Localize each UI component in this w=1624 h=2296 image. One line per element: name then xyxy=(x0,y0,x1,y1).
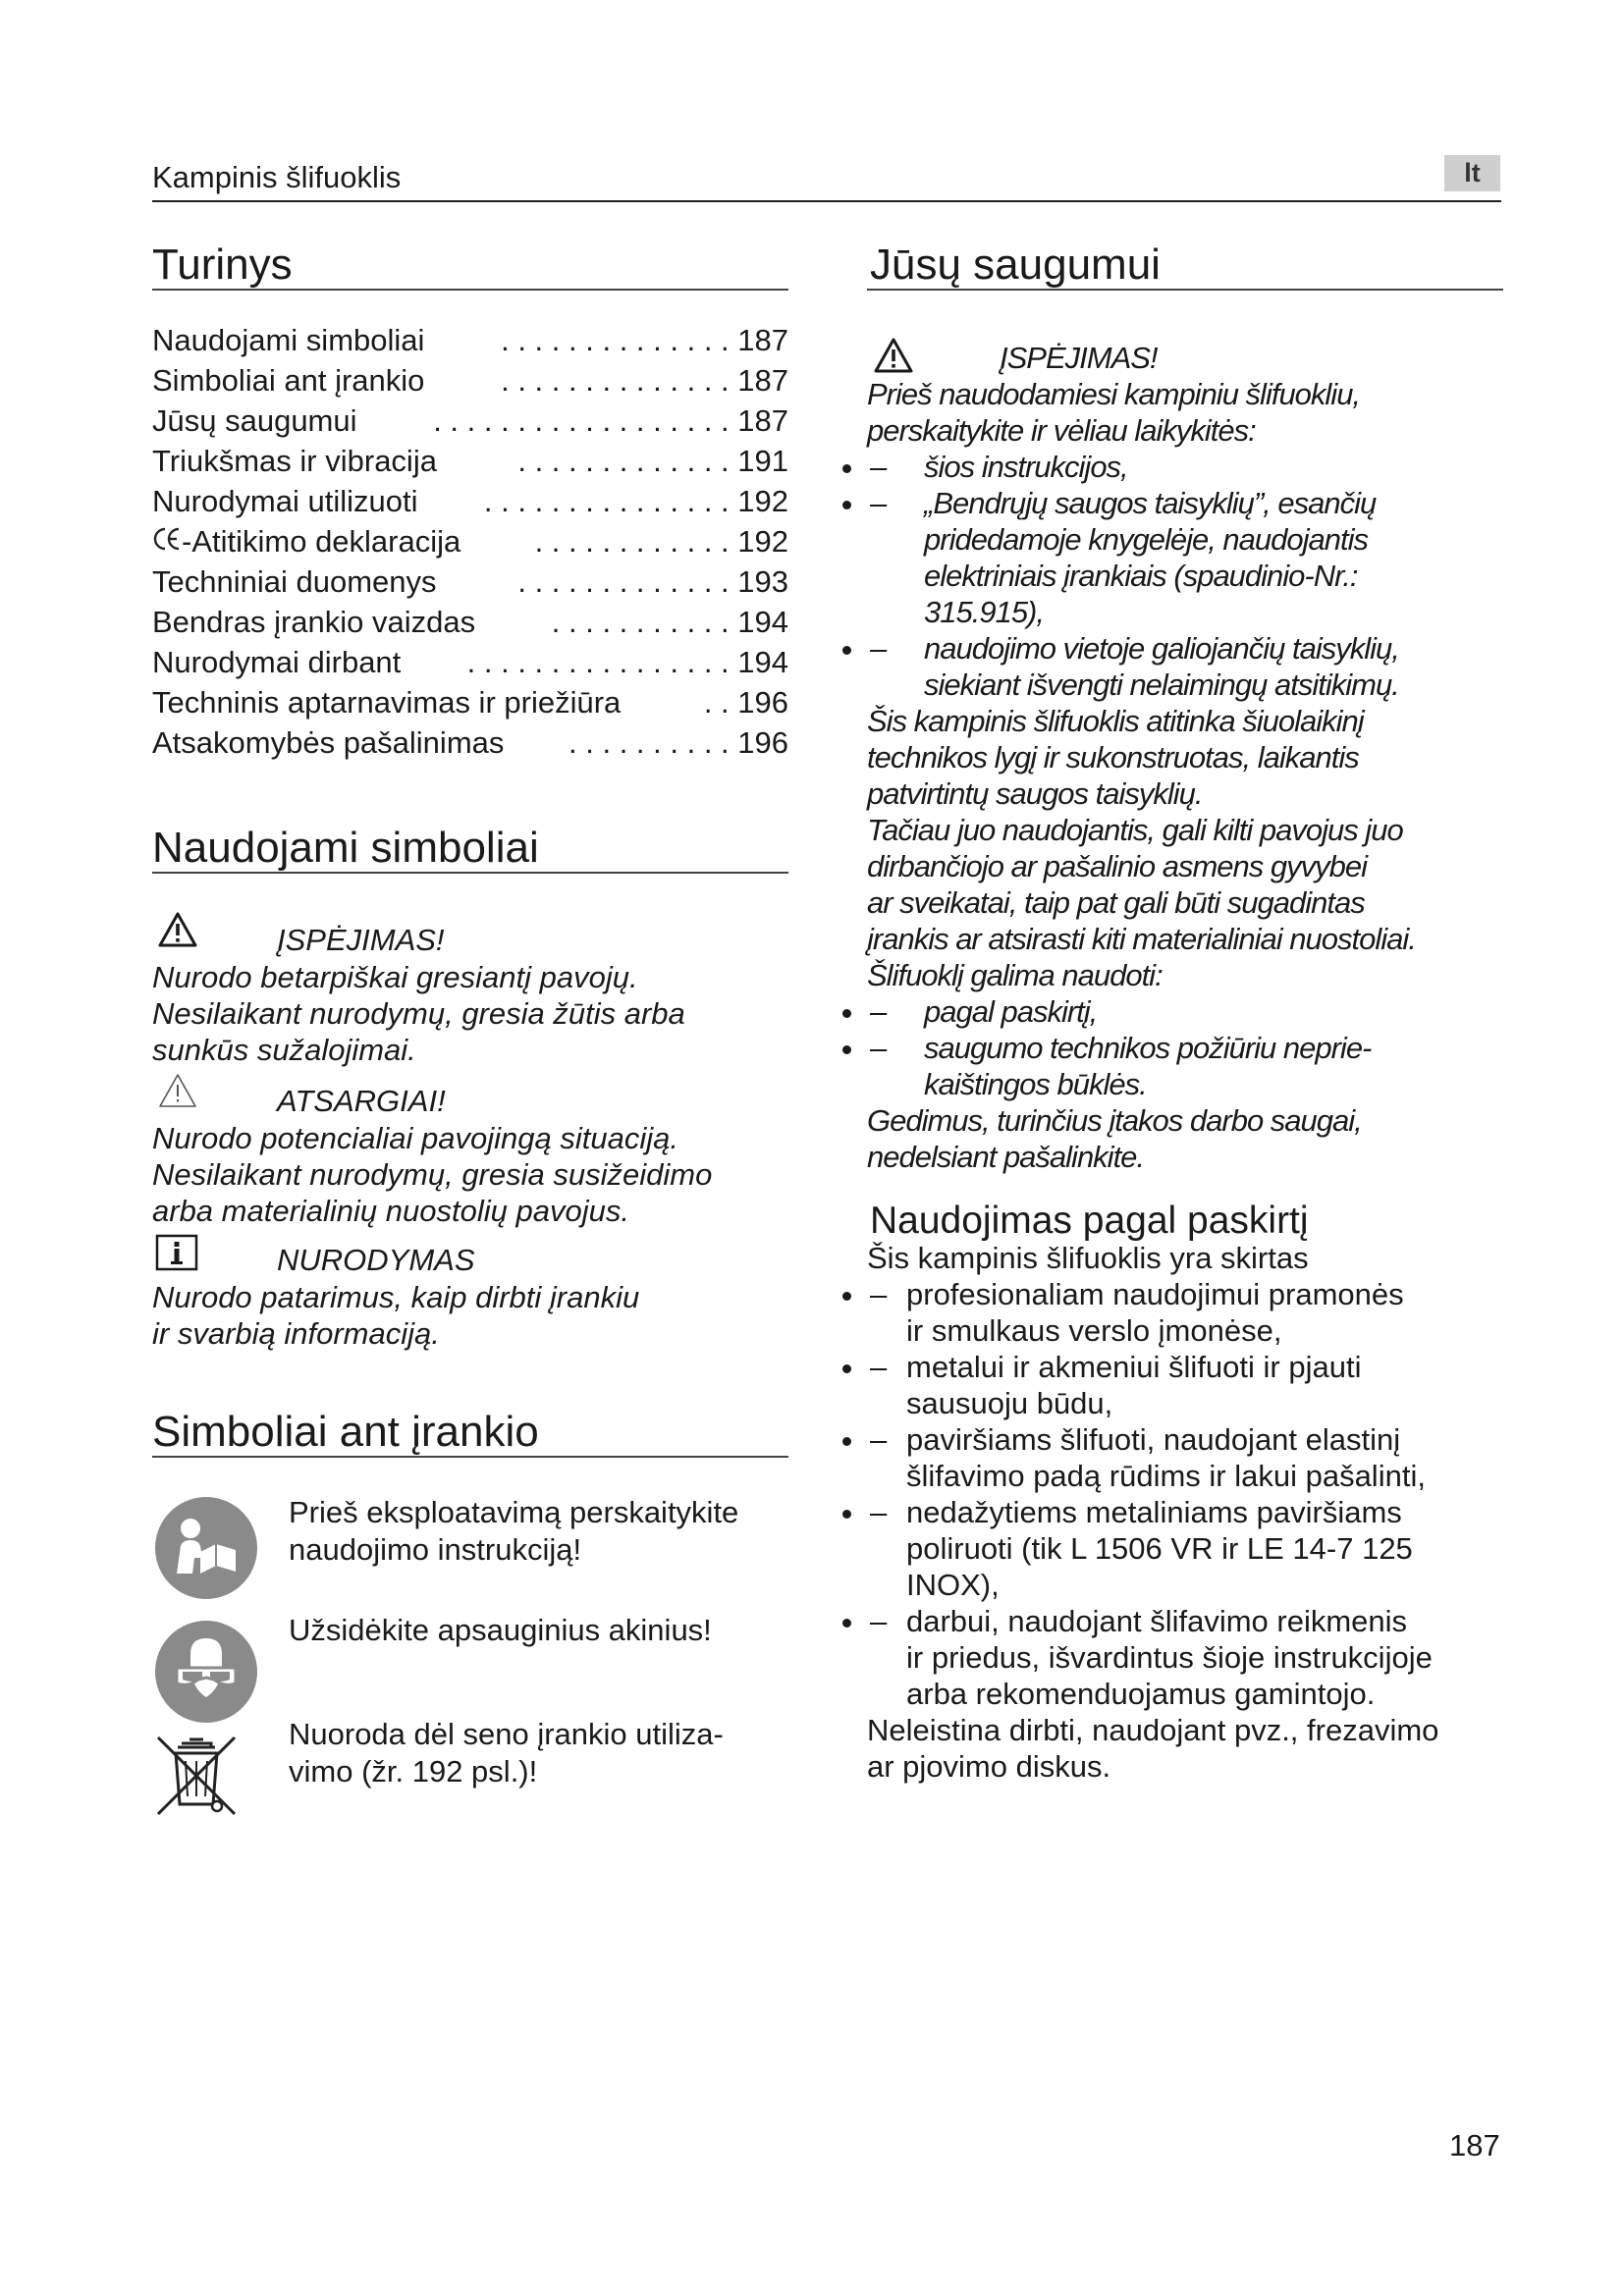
info-icon xyxy=(155,1234,198,1271)
list-item: • – profesionaliam naudojimui pramonės ir smulkaus verslo įmonėse, xyxy=(867,1276,1505,1349)
toc-entry-label: Techninis aptarnavimas ir priežiūra xyxy=(152,685,622,720)
warning-title: ĮSPĖJIMAS! xyxy=(277,923,445,957)
caution-triangle-icon xyxy=(157,1072,198,1109)
toc-entry-label: -Atitikimo deklaracija xyxy=(182,524,461,559)
crossed-bin-icon xyxy=(152,1730,241,1820)
toc-entry[interactable] xyxy=(152,722,788,763)
text-line: dirbančiojo ar pašalinio asmens gyvybei xyxy=(867,849,1367,883)
text-line: Šis kampinis šlifuoklis atitinka šiuolaikinį xyxy=(867,704,1364,738)
toc-entry-label: Techniniai duomenys xyxy=(152,564,437,599)
toc-entry-page: . . . . . . . . . . . . . 191 xyxy=(517,444,788,478)
text-line: Prieš naudodamiesi kampiniu šlifuokliu, xyxy=(867,377,1361,411)
list-item: • – „Bendrųjų saugos taisyklių”, esančių pridedamoje knygelėje, naudojantis elektriniais įrankiais (spaudinio-Nr.: 315.915), xyxy=(867,485,1505,630)
caution-description xyxy=(152,1120,790,1229)
toc-entry-label: Nurodymai utilizuoti xyxy=(152,484,418,518)
symbols-heading-rule xyxy=(152,872,788,874)
goggles-text xyxy=(289,1612,799,1649)
text-line: Nesilaikant nurodymų, gresia susižeidimo xyxy=(152,1157,713,1192)
list-item: • – pagal paskirtį, xyxy=(867,993,1505,1030)
toc-heading-rule xyxy=(152,289,788,291)
text-line: patvirtintų saugos taisyklių. xyxy=(867,776,1203,811)
ce-mark-icon xyxy=(152,521,182,561)
toc-entry-page: . . . . . . . . . . . . . . . . 194 xyxy=(466,645,788,679)
toc-entry-page: . . 196 xyxy=(703,685,788,720)
read-manual-text xyxy=(289,1494,799,1569)
toc-entry[interactable] xyxy=(152,320,788,360)
safety-conditions-list xyxy=(867,993,1505,1102)
toc-entry[interactable] xyxy=(152,561,788,602)
toc-entry[interactable] xyxy=(152,642,788,682)
toc-entry-page: . . . . . . . . . . 196 xyxy=(568,725,788,760)
tool-symbols-heading-rule xyxy=(152,1456,788,1458)
text-line: Nesilaikant nurodymų, gresia žūtis arba xyxy=(152,996,685,1031)
list-item: • – nedažytiems metaliniams paviršiams poliruoti (tik L 1506 VR ir LE 14-7 125 INOX), xyxy=(867,1494,1505,1603)
note-description xyxy=(152,1279,790,1352)
page-number: 187 xyxy=(1449,2128,1500,2163)
warning-description xyxy=(152,959,790,1068)
text-line: ar pjovimo diskus. xyxy=(867,1749,1111,1784)
toc-entry-page: . . . . . . . . . . . . . 193 xyxy=(517,564,788,599)
toc-entry[interactable] xyxy=(152,481,788,521)
text-line: Neleistina dirbti, naudojant pvz., frezavimo xyxy=(867,1713,1439,1747)
warning-triangle-icon xyxy=(873,337,914,374)
safety-goggles-icon xyxy=(155,1621,257,1723)
safety-heading: Jūsų saugumui xyxy=(870,240,1161,289)
text-line: naudojimo instrukciją! xyxy=(289,1532,582,1567)
text-line: Nurodo patarimus, kaip dirbti įrankiu xyxy=(152,1280,640,1314)
tool-symbols-heading: Simboliai ant įrankio xyxy=(152,1408,539,1456)
text-line: Nurodo betarpiškai gresiantį pavojų. xyxy=(152,960,638,994)
text-line: Šis kampinis šlifuoklis yra skirtas xyxy=(867,1241,1309,1275)
text-line: arba materialinių nuostolių pavojus. xyxy=(152,1194,629,1228)
toc-entry-page: . . . . . . . . . . . . . . 187 xyxy=(501,323,788,357)
text-line: perskaitykite ir vėliau laikykitės: xyxy=(867,413,1256,448)
text-line: vimo (žr. 192 psl.)! xyxy=(289,1754,538,1789)
list-item: • – saugumo technikos požiūriu neprie- kaištingos būklės. xyxy=(867,1030,1505,1102)
text-line: nedelsiant pašalinkite. xyxy=(867,1140,1145,1174)
toc-entry-page: . . . . . . . . . . . . 192 xyxy=(534,524,788,559)
list-item: • – darbui, naudojant šlifavimo reikmenis ir priedus, išvardintus šioje instrukcijoje arba rekomenduojamus gamintojo. xyxy=(867,1603,1505,1712)
text-line: technikos lygį ir sukonstruotas, laikantis xyxy=(867,740,1359,774)
toc-entry-label: Jūsų saugumui xyxy=(152,403,357,438)
toc-entry[interactable] xyxy=(152,521,788,561)
text-line: įrankis ar atsirasti kiti materialiniai nuostoliai. xyxy=(867,922,1416,956)
toc-entry-page: . . . . . . . . . . . 194 xyxy=(551,605,788,639)
toc-entry-label: Simboliai ant įrankio xyxy=(152,363,425,398)
text-line: Nuoroda dėl seno įrankio utiliza- xyxy=(289,1717,724,1751)
text-line: Užsidėkite apsauginius akinius! xyxy=(289,1613,712,1647)
toc-entry[interactable] xyxy=(152,441,788,481)
intended-use-list xyxy=(867,1276,1505,1712)
text-line: Gedimus, turinčius įtakos darbo saugai, xyxy=(867,1103,1362,1138)
caution-title: ATSARGIAI! xyxy=(277,1084,446,1118)
safety-body xyxy=(867,376,1505,1175)
table-of-contents xyxy=(152,320,788,763)
text-line: Tačiau juo naudojantis, gali kilti pavojus juo xyxy=(867,813,1403,847)
toc-entry-label: Triukšmas ir vibracija xyxy=(152,444,437,478)
intended-use-heading: Naudojimas pagal paskirtį xyxy=(870,1200,1309,1242)
toc-entry-page: . . . . . . . . . . . . . . . . . . 187 xyxy=(433,403,788,438)
list-item: • – metalui ir akmeniui šlifuoti ir pjauti sausuoju būdu, xyxy=(867,1349,1505,1421)
note-title: NURODYMAS xyxy=(277,1243,475,1277)
toc-entry-label: Naudojami simboliai xyxy=(152,323,425,357)
text-line: ir svarbią informaciją. xyxy=(152,1316,440,1351)
list-item: • – šios instrukcijos, xyxy=(867,449,1505,485)
list-item: • – paviršiams šlifuoti, naudojant elastinį šlifavimo padą rūdims ir lakui pašalinti, xyxy=(867,1421,1505,1494)
toc-entry-label: Nurodymai dirbant xyxy=(152,645,402,679)
text-line: Prieš eksploatavimą perskaitykite xyxy=(289,1495,739,1529)
read-manual-icon xyxy=(155,1497,257,1599)
toc-entry-label: Atsakomybės pašalinimas xyxy=(152,725,505,760)
list-item: • – naudojimo vietoje galiojančių taisyklių, siekiant išvengti nelaimingų atsitikimų. xyxy=(867,630,1505,703)
toc-entry-page: . . . . . . . . . . . . . . 187 xyxy=(501,363,788,398)
toc-entry[interactable] xyxy=(152,400,788,441)
header-rule xyxy=(152,200,1501,202)
running-title: Kampinis šlifuoklis xyxy=(152,160,402,194)
text-line: ar sveikatai, taip pat gali būti sugadintas xyxy=(867,885,1365,920)
text-line: Šlifuoklį galima naudoti: xyxy=(867,958,1163,992)
toc-entry[interactable] xyxy=(152,682,788,722)
toc-entry-page: . . . . . . . . . . . . . . . 192 xyxy=(483,484,788,518)
toc-entry-label: Bendras įrankio vaizdas xyxy=(152,605,476,639)
symbols-heading: Naudojami simboliai xyxy=(152,824,539,872)
disposal-text xyxy=(289,1716,799,1790)
warning-triangle-icon xyxy=(157,911,198,948)
safety-heading-rule xyxy=(867,289,1503,291)
toc-heading: Turinys xyxy=(152,240,293,289)
safety-warning-title: ĮSPĖJIMAS! xyxy=(1000,341,1158,375)
intended-use-body xyxy=(867,1240,1505,1785)
text-line: Nurodo potencialiai pavojingą situaciją. xyxy=(152,1121,678,1155)
toc-entry[interactable] xyxy=(152,602,788,642)
toc-entry[interactable] xyxy=(152,360,788,400)
language-badge: lt xyxy=(1444,155,1500,191)
text-line: sunkūs sužalojimai. xyxy=(152,1033,416,1067)
safety-requirements-list xyxy=(867,449,1505,703)
